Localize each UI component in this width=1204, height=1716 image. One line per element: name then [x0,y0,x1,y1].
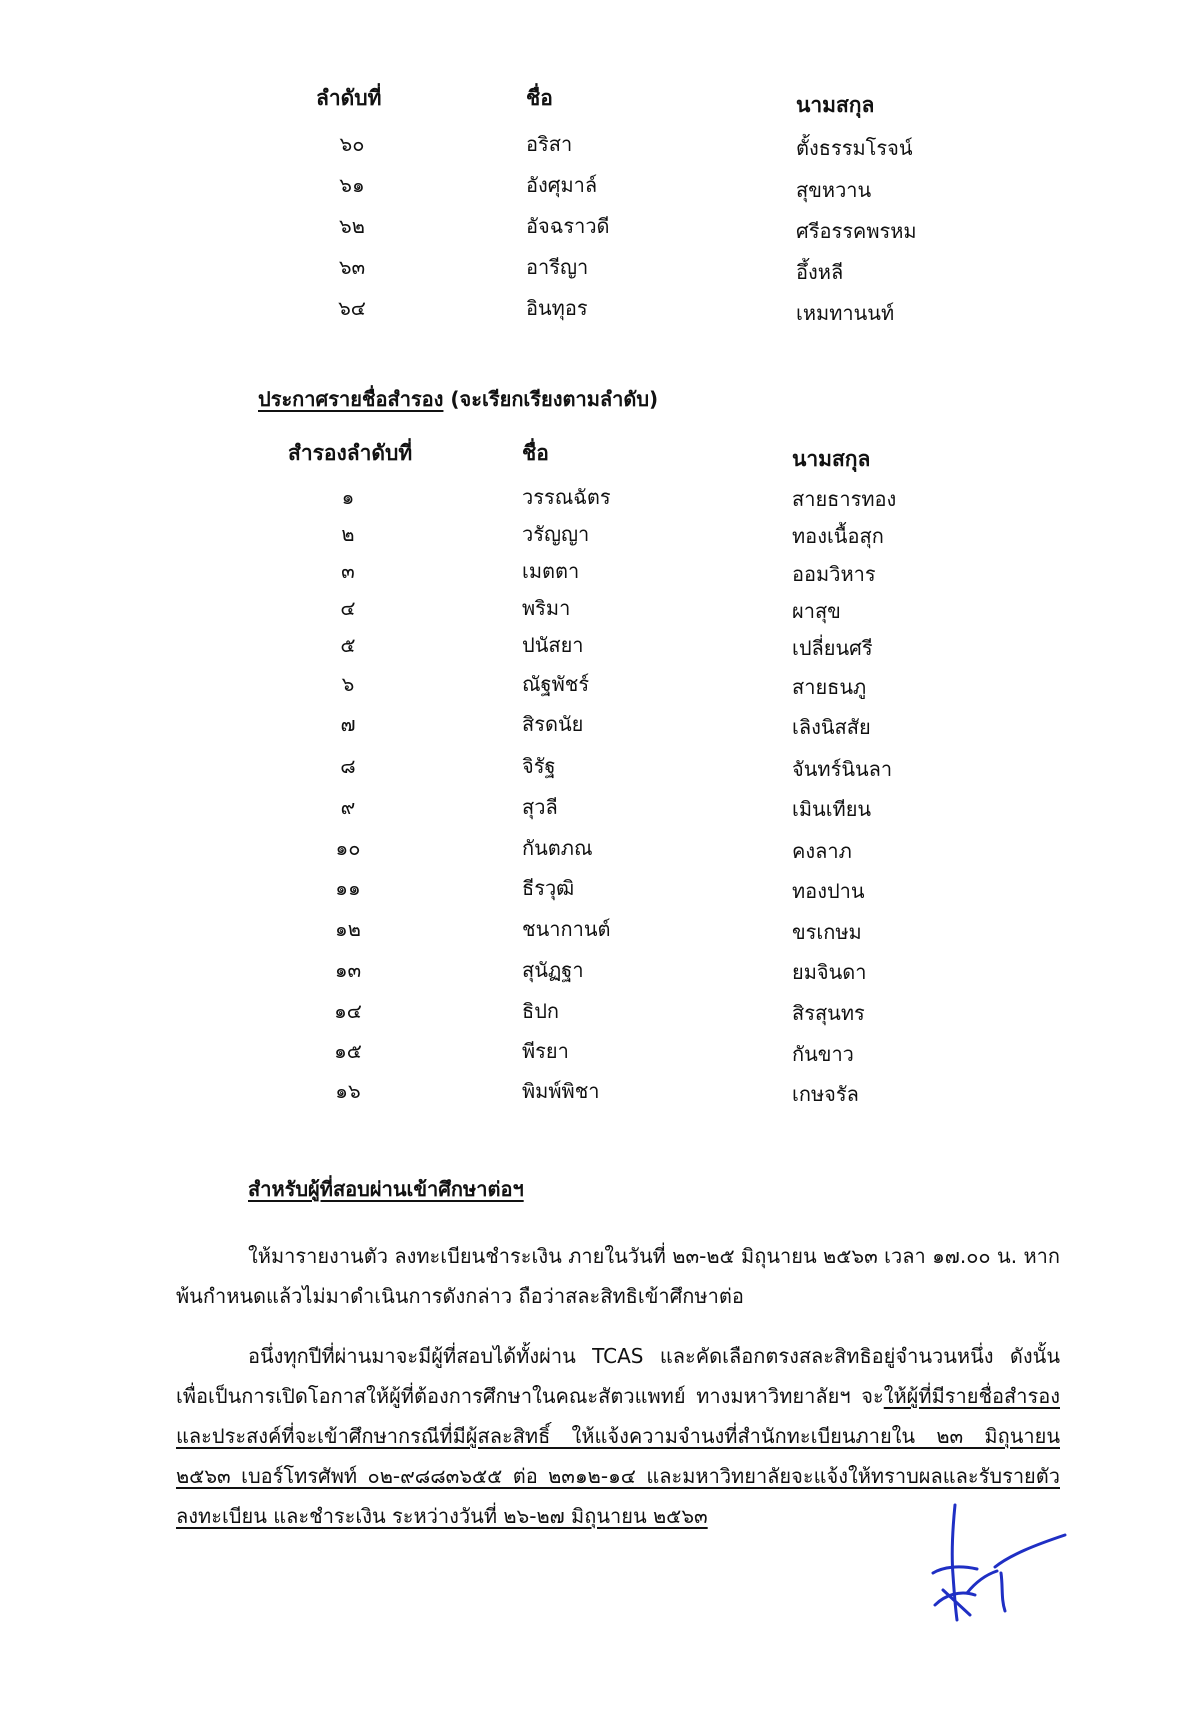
table1-row-first-name: อัจฉราวดี [526,214,610,238]
table1-row-first-name: อารีญา [526,255,589,279]
table1-header-last-name: นามสกุล [796,93,875,117]
reserve-row-first-name: พิมพ์พิชา [522,1079,600,1103]
reserve-row-order: ๑๖ [335,1079,361,1103]
reserve-row-first-name: วรรณฉัตร [522,485,611,509]
notice-paragraph-1: ให้มารายงานตัว ลงทะเบียนชำระเงิน ภายในวันที่ ๒๓-๒๕ มิถุนายน ๒๕๖๓ เวลา ๑๗.๐๐ น. หากพ้นกำหนดแล้วไม่มาดำเนินการดังกล่าว ถือว่าสละสิทธิเข้าศึกษาต่อ [176,1244,1060,1308]
reserve-row-last-name: ทองเนื้อสุก [792,524,884,548]
reserve-row-order: ๘ [340,754,356,778]
reserve-row-order: ๑๓ [334,958,362,982]
reserve-row-order: ๗ [340,712,356,736]
reserve-row-first-name: สุนัฏฐา [522,958,584,982]
reserve-row-first-name: ปนัสยา [522,633,584,657]
reserve-row-last-name: เลิงนิสสัย [792,715,871,739]
reserve-row-last-name: สิรสุนทร [792,1001,865,1025]
reserve-row-last-name: เปลี่ยนศรี [792,636,873,660]
reserve-row-order: ๑๑ [335,876,361,900]
reserve-row-order: ๑๔ [334,999,362,1023]
reserve-row-last-name: สายธนภู [792,675,867,699]
table1-header-order: ลำดับที่ [316,86,382,110]
reserve-row-first-name: วรัญญา [522,522,590,546]
reserve-row-last-name: ออมวิหาร [792,562,876,586]
reserve-row-last-name: ยมจินดา [792,960,867,984]
table1-row-first-name: อังศุมาล์ [526,173,598,197]
reserve-row-last-name: เกษจรัล [792,1082,859,1106]
table1-row-last-name: อึ้งหลี [796,260,844,284]
reserve-row-order: ๑๕ [334,1039,362,1063]
table1-row-order: ๖๑ [339,173,365,197]
table1-row-last-name: ตั้งธรรมโรจน์ [796,136,913,160]
reserve-row-first-name: ชนากานต์ [522,917,611,941]
reserve-row-first-name: ณัฐพัชร์ [522,672,590,696]
signature-image [915,1495,1075,1625]
reserve-row-first-name: ธีรวุฒิ [522,876,575,900]
table1-row-order: ๖๔ [338,296,366,320]
reserve-row-order: ๖ [341,672,355,696]
reserve-row-order: ๔ [340,596,356,620]
reserve-row-order: ๙ [340,795,356,819]
reserve-row-first-name: เมตตา [522,559,580,583]
reserve-row-last-name: ทองปาน [792,879,865,903]
reserve-row-last-name: สายธารทอง [792,487,897,511]
reserve-title [258,387,658,411]
reserve-row-first-name: กันตภณ [522,836,593,860]
reserve-row-order: ๓ [341,559,355,583]
reserve-row-last-name: คงลาภ [792,839,852,863]
reserve-row-first-name: พีรยา [522,1039,569,1063]
reserve-row-first-name: ธิปก [522,999,560,1023]
notice-heading: สำหรับผู้ที่สอบผ่านเข้าศึกษาต่อฯ [248,1177,524,1201]
table1-row-first-name: อินทุอร [526,296,588,320]
reserve-title-underlined: ประกาศรายชื่อสำรอง [258,387,444,411]
reserve-row-first-name: พริมา [522,596,571,620]
notice-paragraph-2-underlined: ให้ผู้ที่มีรายชื่อสำรองและประสงค์ที่จะเข้าศึกษากรณีที่มีผู้สละสิทธิ์ ให้แจ้งความจำนงที่สำนักทะเบียนภายใน ๒๓ มิถุนายน ๒๕๖๓ เบอร์โทรศัพท์ ๐๒-๙๘๘๓๖๕๕ ต่อ ๒๓๑๒-๑๔ และมหาวิทยาลัยจะแจ้งให้ทราบผลและรับรายตัว ลงทะเบียน และชำระเงิน ระหว่างวันที่ ๒๖-๒๗ มิถุนายน ๒๕๖๓ [176,1384,1060,1528]
reserve-row-last-name: จันทร์นินลา [792,757,893,781]
reserve-row-order: ๒ [341,522,355,546]
table1-row-first-name: อริสา [526,132,573,156]
table1-row-order: ๖๓ [338,255,366,279]
notice-paragraph-2-text: อนึ่งทุกปีที่ผ่านมาจะมีผู้ที่สอบได้ทั้งผ่าน TCAS และคัดเลือกตรงสละสิทธิอยู่จำนวนหนึ่ง ดังนั้นเพื่อเป็นการเปิดโอกาสให้ผู้ที่ต้องการศึกษาในคณะสัตวแพทย์ ทางมหาวิทยาลัยฯ จะ [176,1344,1060,1408]
reserve-row-last-name: เมินเทียน [792,797,872,821]
reserve-row-first-name: สิรดนัย [522,712,584,736]
reserve-title-note: (จะเรียกเรียงตามลำดับ) [443,387,659,411]
reserve-header-last-name: นามสกุล [792,447,871,471]
reserve-header-order: สำรองลำดับที่ [288,441,413,465]
table1-row-order: ๖๐ [339,132,365,156]
reserve-row-order: ๕ [340,633,356,657]
table1-row-order: ๖๒ [339,214,365,238]
reserve-row-order: ๑๐ [335,836,361,860]
table1-row-last-name: ศรีอรรคพรหม [796,219,917,243]
table1-header-first-name: ชื่อ [526,86,553,110]
table1-row-last-name: สุขหวาน [796,178,872,202]
reserve-row-last-name: ผาสุข [792,599,841,623]
reserve-header-first-name: ชื่อ [522,441,549,465]
reserve-row-first-name: สุวลี [522,795,558,819]
reserve-row-first-name: จิรัฐ [522,754,556,778]
reserve-row-last-name: กันขาว [792,1042,854,1066]
table1-row-last-name: เหมทานนท์ [796,301,895,325]
reserve-row-order: ๑๒ [335,917,361,941]
reserve-row-order: ๑ [341,485,355,509]
reserve-row-last-name: ขรเกษม [792,920,862,944]
